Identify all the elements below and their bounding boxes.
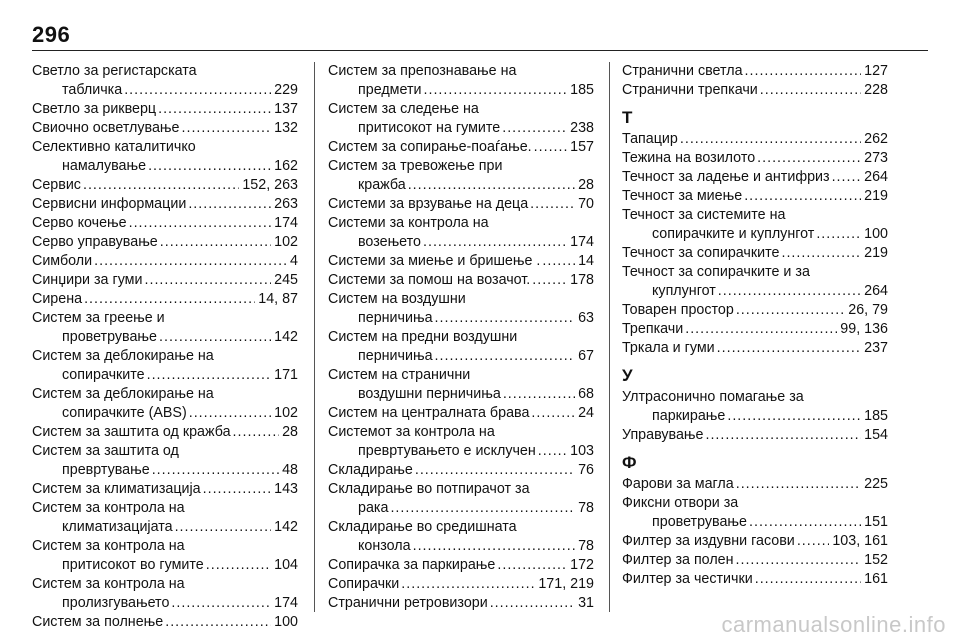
- index-entry-term: Систем за климатизација: [32, 481, 201, 497]
- dot-leader: [685, 320, 837, 339]
- index-entry-page: 78: [578, 500, 594, 516]
- index-entry: [32, 290, 298, 309]
- dot-leader: [531, 404, 575, 423]
- dot-leader: [781, 244, 861, 263]
- index-entry-term: Систем за контрола на: [32, 576, 185, 592]
- index-entry-term: сопирачките (ABS): [62, 405, 187, 421]
- index-entry: [32, 119, 298, 138]
- index-entry: [328, 575, 594, 594]
- dot-leader: [182, 119, 272, 138]
- index-entry-term: Светло за рикверц: [32, 101, 157, 117]
- index-entry: [32, 347, 298, 385]
- index-entry-term: Систем за полнење: [32, 614, 164, 630]
- index-entry-term: рака: [358, 500, 389, 516]
- index-entry-term: Симболи: [32, 253, 93, 269]
- index-entry: [328, 100, 594, 138]
- dot-leader: [435, 309, 576, 328]
- dot-leader: [413, 537, 576, 556]
- index-entry-page: 26, 79: [848, 302, 888, 318]
- index-entry: [32, 252, 298, 271]
- dot-leader: [797, 532, 830, 551]
- index-entry-page: 70: [578, 196, 594, 212]
- dot-leader: [188, 195, 271, 214]
- index-entry-term: Филтер за полен: [622, 552, 734, 568]
- index-entry: [622, 263, 888, 301]
- dot-leader: [760, 81, 861, 100]
- index-entry-page: 229: [274, 82, 298, 98]
- index-entry: [622, 206, 888, 244]
- index-entry-term: Сервисни информации: [32, 196, 187, 212]
- index-entry-term: Складирање во средишната: [328, 519, 517, 535]
- dot-leader: [755, 570, 861, 589]
- index-entry: [32, 62, 298, 100]
- index-entry-term: Сервис: [32, 177, 81, 193]
- dot-leader: [435, 347, 576, 366]
- index-entry: [622, 426, 888, 445]
- index-entry: [32, 309, 298, 347]
- index-entry-term: Систем за заштита од кражба: [32, 424, 231, 440]
- index-entry: [622, 130, 888, 149]
- index-letter-heading: Ф: [622, 453, 637, 472]
- index-entry-term: сопирачките: [62, 367, 145, 383]
- index-entry-term: Светло за регистарската: [32, 63, 197, 79]
- index-entry-page: 67: [578, 348, 594, 364]
- index-entry-term: Течност за сопирачките и за: [622, 264, 810, 280]
- index-entry: [328, 328, 594, 366]
- dot-leader: [408, 176, 575, 195]
- index-entry-page: 161: [864, 571, 888, 587]
- dot-leader: [832, 168, 862, 187]
- dot-leader: [717, 339, 861, 358]
- index-entry: [622, 532, 888, 551]
- index-entry-page: 185: [864, 408, 888, 424]
- dot-leader: [424, 81, 568, 100]
- index-entry: [32, 613, 298, 632]
- index-entry-page: 68: [578, 386, 594, 402]
- index-entry: [32, 575, 298, 613]
- index-letter-heading: У: [622, 366, 633, 385]
- index-entry-page: 78: [578, 538, 594, 554]
- dot-leader: [152, 461, 279, 480]
- index-entry-term: Системи за помош на возачот.: [328, 272, 531, 288]
- index-entry-term: Систем за контрола на: [32, 538, 185, 554]
- index-entry-term: намалување: [62, 158, 147, 174]
- index-entry-term: Ултрасонично помагање за: [622, 389, 804, 405]
- index-entry-page: 100: [274, 614, 298, 630]
- index-entry-term: Странични ретровизори: [328, 595, 488, 611]
- index-entry-term: Систем на странични: [328, 367, 471, 383]
- dot-leader: [160, 233, 271, 252]
- index-entry-term: Систем за препознавање на: [328, 63, 517, 79]
- index-entry: [32, 214, 298, 233]
- index-entry-page: 24: [578, 405, 594, 421]
- index-entry: [622, 551, 888, 570]
- index-entry-term: проветрување: [62, 329, 157, 345]
- index-entry-page: 28: [282, 424, 298, 440]
- index-entry-page: 263: [274, 196, 298, 212]
- index-entry: [622, 149, 888, 168]
- index-entry-page: 162: [274, 158, 298, 174]
- index-entry: [328, 404, 594, 423]
- index-entry: [622, 320, 888, 339]
- index-entry-page: 63: [578, 310, 594, 326]
- dot-leader: [147, 366, 272, 385]
- index-entry-page: 171, 219: [538, 576, 594, 592]
- index-entry-page: 102: [274, 405, 298, 421]
- index-entry-page: 142: [274, 329, 298, 345]
- dot-leader: [94, 252, 287, 271]
- index-entry: [328, 271, 594, 290]
- index-entry-page: 102: [274, 234, 298, 250]
- dot-leader: [189, 404, 271, 423]
- index-entry-page: 228: [864, 82, 888, 98]
- index-entry-term: притисокот на гумите: [358, 120, 501, 136]
- index-entry-term: Систем за тревожење при: [328, 158, 503, 174]
- index-entry-page: 178: [570, 272, 594, 288]
- index-entry-term: Систем за следење на: [328, 101, 479, 117]
- index-entry-term: Течност за ладење и антифриз: [622, 169, 830, 185]
- column-divider: [314, 62, 315, 612]
- index-entry: [328, 214, 594, 252]
- index-entry-page: 28: [578, 177, 594, 193]
- index-entry: [328, 62, 594, 100]
- index-entry-page: 273: [864, 150, 888, 166]
- index-entry-term: Синџири за гуми: [32, 272, 143, 288]
- index-entry-page: 104: [274, 557, 298, 573]
- index-entry: [622, 81, 888, 100]
- index-column-2: [328, 62, 594, 613]
- index-entry-term: Складирање во потпирачот за: [328, 481, 530, 497]
- dot-leader: [203, 480, 272, 499]
- index-entry-term: Складирање: [328, 462, 413, 478]
- index-entry-term: Систем за сопирање-поаѓање.: [328, 139, 532, 155]
- index-entry-term: превртувањето е исклучен: [358, 443, 536, 459]
- index-entry: [622, 494, 888, 532]
- header-rule: [32, 50, 928, 51]
- index-entry: [32, 176, 298, 195]
- index-entry: [328, 138, 594, 157]
- index-entry-term: Филтер за издувни гасови: [622, 533, 795, 549]
- dot-leader: [736, 551, 862, 570]
- index-entry-page: 14, 87: [258, 291, 298, 307]
- index-entry-term: конзола: [358, 538, 411, 554]
- index-entry: [328, 195, 594, 214]
- index-entry-page: 172: [570, 557, 594, 573]
- index-entry-page: 245: [274, 272, 298, 288]
- index-entry-term: пролизгувањето: [62, 595, 170, 611]
- index-entry-term: Странични трепкачи: [622, 82, 758, 98]
- dot-leader: [171, 594, 271, 613]
- index-entry-page: 99, 136: [840, 321, 888, 337]
- dot-leader: [736, 475, 861, 494]
- index-entry: [328, 480, 594, 518]
- dot-leader: [538, 442, 567, 461]
- index-entry-page: 237: [864, 340, 888, 356]
- index-entry-page: 31: [578, 595, 594, 611]
- index-entry-term: перничиња: [358, 348, 433, 364]
- index-entry-term: Системи за миење и бришење .: [328, 253, 541, 269]
- index-entry: [32, 499, 298, 537]
- dot-leader: [158, 100, 271, 119]
- dot-leader: [145, 271, 272, 290]
- index-entry-term: Системот за контрола на: [328, 424, 495, 440]
- index-entry-term: Систем за деблокирање на: [32, 386, 214, 402]
- index-entry-term: Филтер за честички: [622, 571, 753, 587]
- index-entry-term: сопирачките и куплунгот: [652, 226, 815, 242]
- index-entry: [32, 100, 298, 119]
- index-entry-page: 142: [274, 519, 298, 535]
- index-entry-term: куплунгот: [652, 283, 716, 299]
- index-entry-page: 152, 263: [242, 177, 298, 193]
- dot-leader: [83, 176, 239, 195]
- index-entry-page: 264: [864, 169, 888, 185]
- index-entry-term: Селективно каталитичко: [32, 139, 196, 155]
- index-entry: [622, 475, 888, 494]
- watermark: carmanualsonline.info: [721, 612, 946, 637]
- index-entry-term: Системи за контрола на: [328, 215, 489, 231]
- index-entry-page: 4: [290, 253, 298, 269]
- dot-leader: [727, 407, 861, 426]
- dot-leader: [534, 138, 567, 157]
- index-entry-term: превртување: [62, 462, 150, 478]
- index-entry-page: 185: [570, 82, 594, 98]
- dot-leader: [530, 195, 575, 214]
- dot-leader: [757, 149, 861, 168]
- index-entry-term: возењето: [358, 234, 422, 250]
- index-entry: [622, 570, 888, 589]
- index-entry-term: паркирање: [652, 408, 726, 424]
- dot-leader: [159, 328, 271, 347]
- index-entry-term: Серво управување: [32, 234, 158, 250]
- index-entry-term: Трепкачи: [622, 321, 684, 337]
- index-entry-page: 171: [274, 367, 298, 383]
- index-entry-term: Систем на предни воздушни: [328, 329, 518, 345]
- dot-leader: [680, 130, 861, 149]
- index-entry: [328, 290, 594, 328]
- index-entry-term: Тежина на возилото: [622, 150, 756, 166]
- index-entry-page: 238: [570, 120, 594, 136]
- index-entry: [32, 271, 298, 290]
- dot-leader: [502, 119, 567, 138]
- index-entry-term: Течност за сопирачките: [622, 245, 780, 261]
- index-entry-term: Фиксни отвори за: [622, 495, 739, 511]
- index-letter-heading: Т: [622, 108, 633, 127]
- index-column-3: [622, 62, 888, 589]
- index-entry-page: 14: [578, 253, 594, 269]
- index-entry-term: Товарен простор: [622, 302, 734, 318]
- index-entry-term: Странични светла: [622, 63, 743, 79]
- index-entry-term: Сопирачка за паркирање: [328, 557, 496, 573]
- index-entry-page: 174: [274, 215, 298, 231]
- index-entry: [622, 244, 888, 263]
- index-entry: [328, 366, 594, 404]
- index-entry-page: 157: [570, 139, 594, 155]
- index-entry: [328, 157, 594, 195]
- dot-leader: [749, 513, 861, 532]
- index-entry-term: Систем за греење и: [32, 310, 165, 326]
- index-entry-term: проветрување: [652, 514, 747, 530]
- index-entry-page: 262: [864, 131, 888, 147]
- index-entry-term: Систем за деблокирање на: [32, 348, 214, 364]
- index-entry-page: 48: [282, 462, 298, 478]
- dot-leader: [401, 575, 535, 594]
- index-entry-page: 132: [274, 120, 298, 136]
- index-entry-page: 151: [864, 514, 888, 530]
- index-entry-page: 174: [274, 595, 298, 611]
- index-entry-term: Тркала и гуми: [622, 340, 715, 356]
- dot-leader: [124, 81, 271, 100]
- index-entry-page: 103: [570, 443, 594, 459]
- index-entry: [622, 301, 888, 320]
- dot-leader: [532, 271, 567, 290]
- index-entry-term: перничиња: [358, 310, 433, 326]
- index-entry: [328, 594, 594, 613]
- index-entry-term: Свиочно осветлување: [32, 120, 180, 136]
- index-entry-term: притисокот во гумите: [62, 557, 204, 573]
- index-entry-page: 154: [864, 427, 888, 443]
- index-entry: [328, 461, 594, 480]
- dot-leader: [736, 301, 845, 320]
- index-entry-term: кражба: [358, 177, 406, 193]
- index-entry: [622, 339, 888, 358]
- index-entry: [32, 385, 298, 423]
- dot-leader: [148, 157, 271, 176]
- index-entry-page: 76: [578, 462, 594, 478]
- dot-leader: [542, 252, 575, 271]
- index-entry-term: Течност за системите на: [622, 207, 786, 223]
- index-entry-term: Систем за контрола на: [32, 500, 185, 516]
- page-number: 296: [32, 22, 71, 47]
- index-entry-page: 152: [864, 552, 888, 568]
- index-entry-term: Сопирачки: [328, 576, 400, 592]
- index-entry-term: воздушни перничиња: [358, 386, 501, 402]
- dot-leader: [165, 613, 271, 632]
- dot-leader: [84, 290, 255, 309]
- index-entry: [32, 442, 298, 480]
- index-entry: [32, 195, 298, 214]
- dot-leader: [415, 461, 575, 480]
- dot-leader: [705, 426, 861, 445]
- dot-leader: [497, 556, 567, 575]
- index-entry-page: 264: [864, 283, 888, 299]
- index-entry-term: Управување: [622, 427, 704, 443]
- index-entry-term: Сирена: [32, 291, 83, 307]
- index-entry-term: предмети: [358, 82, 422, 98]
- index-entry-page: 219: [864, 245, 888, 261]
- index-entry-term: Систем за заштита од: [32, 443, 179, 459]
- dot-leader: [816, 225, 861, 244]
- index-entry-term: Систем на централната брава: [328, 405, 530, 421]
- column-divider: [609, 62, 610, 612]
- index-entry-term: Серво кочење: [32, 215, 127, 231]
- index-entry: [622, 388, 888, 426]
- dot-leader: [233, 423, 280, 442]
- dot-leader: [390, 499, 575, 518]
- index-entry-page: 143: [274, 481, 298, 497]
- index-entry: [32, 537, 298, 575]
- index-entry-page: 225: [864, 476, 888, 492]
- index-entry: [32, 423, 298, 442]
- index-entry-page: 219: [864, 188, 888, 204]
- dot-leader: [206, 556, 271, 575]
- index-entry-term: Тапацир: [622, 131, 678, 147]
- index-entry: [32, 233, 298, 252]
- index-entry-term: климатизацијата: [62, 519, 173, 535]
- dot-leader: [490, 594, 575, 613]
- dot-leader: [423, 233, 567, 252]
- index-entry: [622, 187, 888, 206]
- dot-leader: [744, 187, 861, 206]
- index-entry: [328, 423, 594, 461]
- index-entry-page: 174: [570, 234, 594, 250]
- index-entry: [32, 480, 298, 499]
- index-entry-term: Фарови за магла: [622, 476, 734, 492]
- dot-leader: [129, 214, 272, 233]
- index-entry: [32, 138, 298, 176]
- dot-leader: [175, 518, 272, 537]
- dot-leader: [503, 385, 575, 404]
- index-entry: [328, 556, 594, 575]
- index-entry-page: 103, 161: [832, 533, 888, 549]
- index-entry-term: Систем на воздушни: [328, 291, 466, 307]
- index-entry-term: Системи за врзување на деца: [328, 196, 529, 212]
- index-entry: [328, 252, 594, 271]
- index-entry-term: табличка: [62, 82, 123, 98]
- index-column-1: [32, 62, 298, 632]
- index-entry-page: 100: [864, 226, 888, 242]
- dot-leader: [718, 282, 861, 301]
- index-entry: [622, 168, 888, 187]
- dot-leader: [745, 62, 862, 81]
- index-entry-page: 137: [274, 101, 298, 117]
- index-entry: [328, 518, 594, 556]
- index-entry-page: 127: [864, 63, 888, 79]
- index-entry-term: Течност за миење: [622, 188, 743, 204]
- index-entry: [622, 62, 888, 81]
